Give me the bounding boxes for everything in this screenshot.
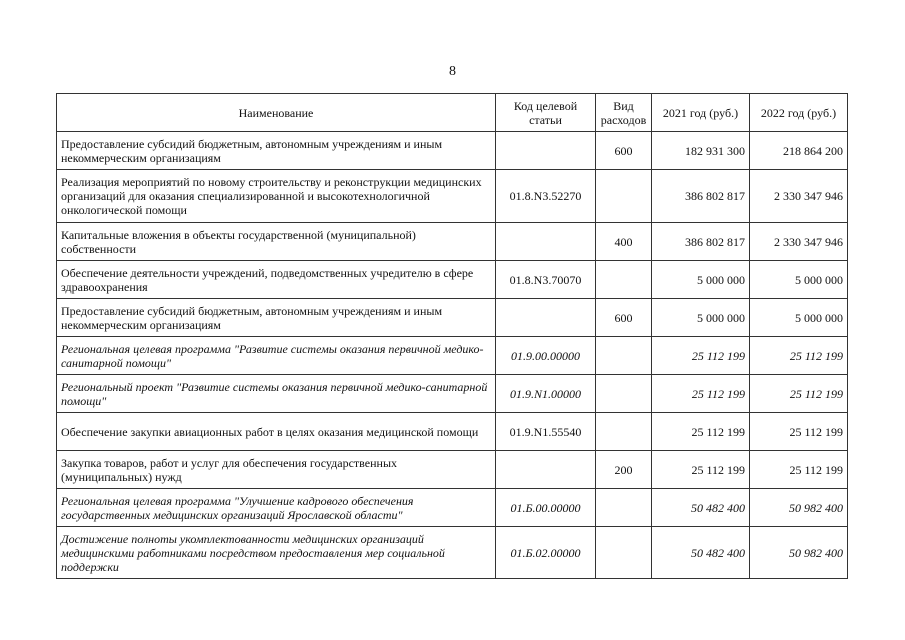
row-type [596, 413, 652, 451]
budget-table [56, 93, 848, 579]
row-2022: 5 000 000 [750, 299, 848, 337]
row-code: 01.8.N3.70070 [496, 261, 596, 299]
row-code: 01.Б.00.00000 [496, 489, 596, 527]
row-code [496, 223, 596, 261]
row-code [496, 451, 596, 489]
table-row [57, 170, 848, 223]
row-name: Региональный проект "Развитие системы оказания первичной медико-санитарной помощи" [57, 375, 496, 413]
row-type [596, 337, 652, 375]
table-row [57, 132, 848, 170]
row-code: 01.9.00.00000 [496, 337, 596, 375]
row-name: Реализация мероприятий по новому строительству и реконструкции медицинских организаций для оказания специализированной и высокотехнологичной онкологической помощи [57, 170, 496, 223]
row-2021: 25 112 199 [652, 337, 750, 375]
row-code [496, 299, 596, 337]
row-type [596, 527, 652, 579]
row-2021: 5 000 000 [652, 299, 750, 337]
row-2022: 218 864 200 [750, 132, 848, 170]
row-2021: 5 000 000 [652, 261, 750, 299]
row-type: 200 [596, 451, 652, 489]
row-2021: 386 802 817 [652, 223, 750, 261]
table-row [57, 413, 848, 451]
row-code: 01.9.N1.55540 [496, 413, 596, 451]
row-code: 01.Б.02.00000 [496, 527, 596, 579]
row-2021: 25 112 199 [652, 413, 750, 451]
row-name: Предоставление субсидий бюджетным, автономным учреждениям и иным некоммерческим организациям [57, 132, 496, 170]
table-row [57, 337, 848, 375]
row-name: Региональная целевая программа "Развитие системы оказания первичной медико-санитарной помощи" [57, 337, 496, 375]
row-code: 01.9.N1.00000 [496, 375, 596, 413]
header-type: Вид расходов [596, 94, 652, 132]
table-row [57, 527, 848, 579]
row-name: Достижение полноты укомплектованности медицинских организаций медицинскими работниками посредством предоставления мер социальной поддержки [57, 527, 496, 579]
header-code: Код целевой статьи [496, 94, 596, 132]
row-2022: 25 112 199 [750, 451, 848, 489]
header-2021: 2021 год (руб.) [652, 94, 750, 132]
table-row [57, 299, 848, 337]
page-number: 8 [449, 64, 456, 79]
row-2021: 182 931 300 [652, 132, 750, 170]
row-2021: 50 482 400 [652, 489, 750, 527]
row-2022: 50 982 400 [750, 527, 848, 579]
row-type [596, 261, 652, 299]
row-name: Обеспечение деятельности учреждений, подведомственных учредителю в сфере здравоохранения [57, 261, 496, 299]
row-2021: 386 802 817 [652, 170, 750, 223]
row-code: 01.8.N3.52270 [496, 170, 596, 223]
table-row [57, 261, 848, 299]
row-2022: 25 112 199 [750, 413, 848, 451]
row-2021: 25 112 199 [652, 451, 750, 489]
row-type: 600 [596, 299, 652, 337]
table-row [57, 375, 848, 413]
row-type: 600 [596, 132, 652, 170]
row-name: Капитальные вложения в объекты государственной (муниципальной) собственности [57, 223, 496, 261]
header-2022: 2022 год (руб.) [750, 94, 848, 132]
row-2022: 2 330 347 946 [750, 170, 848, 223]
row-type [596, 170, 652, 223]
row-name: Закупка товаров, работ и услуг для обеспечения государственных (муниципальных) нужд [57, 451, 496, 489]
table-row [57, 451, 848, 489]
row-2022: 5 000 000 [750, 261, 848, 299]
table-row [57, 223, 848, 261]
row-2021: 50 482 400 [652, 527, 750, 579]
row-2022: 50 982 400 [750, 489, 848, 527]
row-name: Региональная целевая программа "Улучшение кадрового обеспечения государственных медицинских организаций Ярославской области" [57, 489, 496, 527]
row-type [596, 375, 652, 413]
row-code [496, 132, 596, 170]
row-2021: 25 112 199 [652, 375, 750, 413]
row-2022: 25 112 199 [750, 337, 848, 375]
row-2022: 2 330 347 946 [750, 223, 848, 261]
row-type: 400 [596, 223, 652, 261]
row-type [596, 489, 652, 527]
table-row [57, 489, 848, 527]
header-name: Наименование [57, 94, 496, 132]
row-name: Предоставление субсидий бюджетным, автономным учреждениям и иным некоммерческим организациям [57, 299, 496, 337]
table-header-row [57, 94, 848, 132]
row-2022: 25 112 199 [750, 375, 848, 413]
row-name: Обеспечение закупки авиационных работ в целях оказания медицинской помощи [57, 413, 496, 451]
